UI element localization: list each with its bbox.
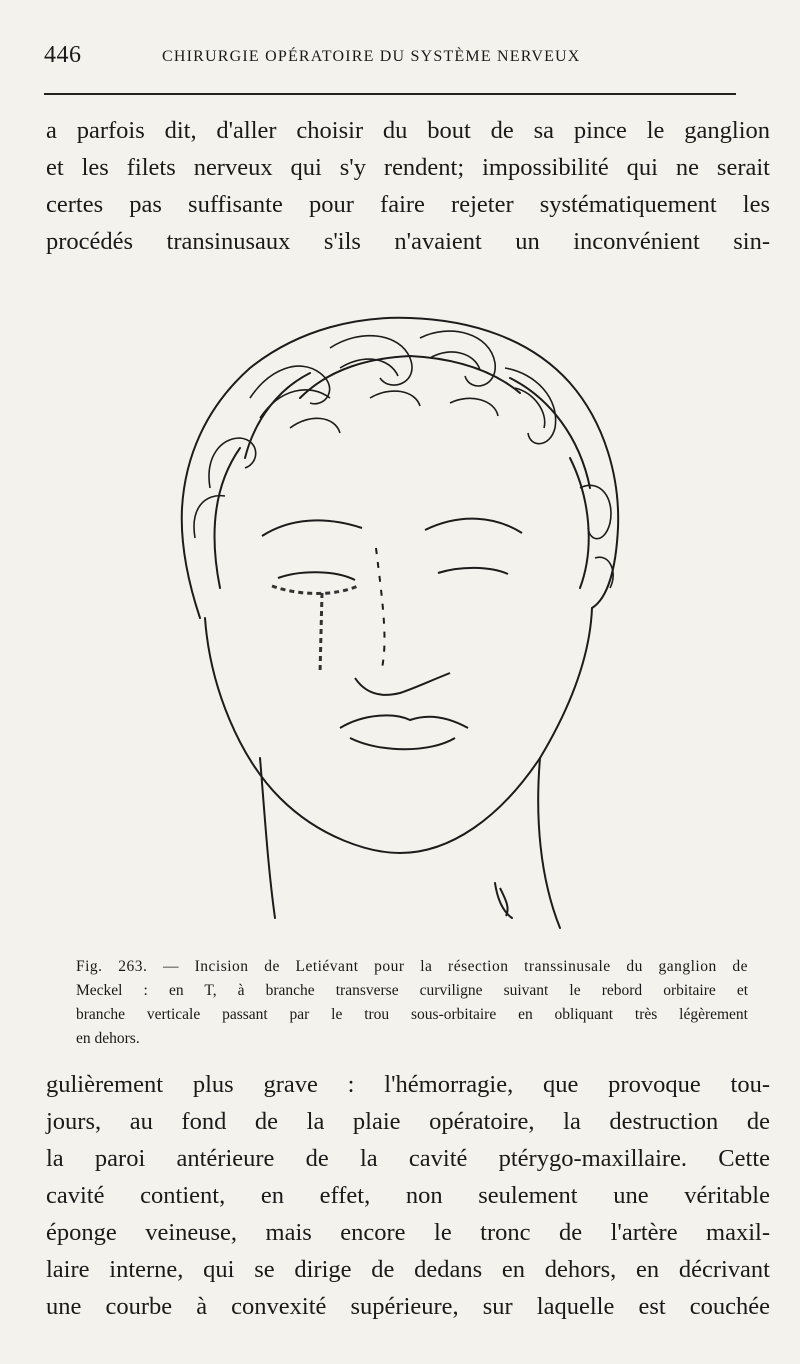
incision-t-mark (272, 586, 358, 673)
page-number: 446 (44, 42, 82, 68)
nose-base (355, 673, 450, 695)
right-eye (438, 568, 508, 574)
text-line: éponge veineuse, mais encore le tronc de l'artère maxil- (46, 1219, 770, 1246)
text-line: jours, au fond de la plaie opératoire, la destruction de (46, 1108, 770, 1135)
running-title: CHIRURGIE OPÉRATOIRE DU SYSTÈME NERVEUX (162, 48, 581, 65)
upper-lip (340, 715, 468, 728)
hair-curls (194, 331, 613, 588)
text-line: cavité contient, en effet, non seulement une véritable (46, 1182, 770, 1209)
caption-line: branche verticale passant par le trou sous-orbitaire en obliquant très légèrement (76, 1006, 748, 1023)
incision-transverse (272, 586, 358, 594)
body-text-top (46, 112, 770, 260)
header-rule (44, 93, 736, 95)
figure-caption (76, 955, 748, 1051)
caption-line: Fig. 263. — Incision de Letiévant pour la résection transsinusale du ganglion de (76, 958, 748, 975)
face-drawing (150, 288, 650, 938)
text-line: gulièrement plus grave : l'hémorragie, que provoque tou- (46, 1071, 770, 1098)
text-line: procédés transinusaux s'ils n'avaient un inconvénient sin- (46, 228, 770, 255)
nose-bridge (376, 548, 384, 668)
face-outline (182, 318, 618, 928)
body-text-bottom (46, 1066, 770, 1325)
text-line: a parfois dit, d'aller choisir du bout de sa pince le ganglion (46, 117, 770, 144)
left-eyebrow (262, 520, 362, 536)
page-header (44, 40, 740, 76)
caption-line: Meckel : en T, à branche transverse curviligne suivant le rebord orbitaire et (76, 982, 748, 999)
right-eyebrow (425, 519, 522, 533)
caption-line: en dehors. (76, 1030, 140, 1047)
incision-vertical (320, 593, 322, 673)
figure-face-illustration (150, 288, 650, 938)
text-line: et les filets nerveux qui s'y rendent; impossibilité qui ne serait (46, 154, 770, 181)
lower-lip (350, 738, 455, 749)
text-line: la paroi antérieure de la cavité ptérygo-maxillaire. Cette (46, 1145, 770, 1172)
facial-features (262, 519, 522, 916)
text-line: certes pas suffisante pour faire rejeter systématiquement les (46, 191, 770, 218)
text-line: une courbe à convexité supérieure, sur laquelle est couchée (46, 1293, 770, 1320)
left-eye (278, 572, 355, 580)
text-line: laire interne, qui se dirige de dedans en dehors, en décrivant (46, 1256, 770, 1283)
